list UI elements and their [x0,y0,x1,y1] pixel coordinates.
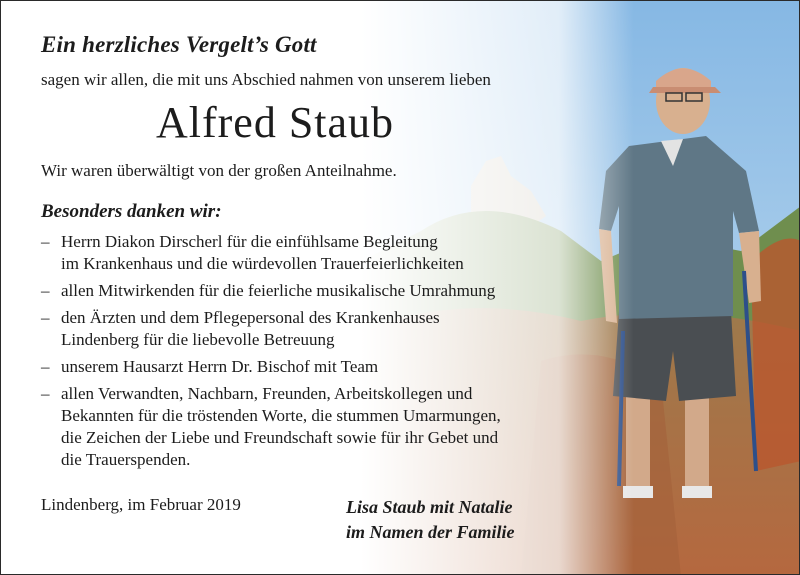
thanks-line: die Zeichen der Liebe und Freundschaft sowie für ihr Gebet und [61,428,499,447]
deceased-name: Alfred Staub [156,98,395,147]
heading-thanks-god: Ein herzliches Vergelt’s Gott [41,32,317,57]
signature [346,495,515,545]
thanks-item [41,280,601,302]
thanks-line: Bekannten für die tröstenden Worte, die stummen Umarmungen, [61,406,501,425]
thanks-line: allen Mitwirkenden für die feierliche musikalische Umrahmung [61,281,496,300]
thanks-heading: Besonders danken wir: [41,201,222,222]
thanks-list [41,231,601,476]
place-date: Lindenberg, im Februar 2019 [41,495,241,514]
thanks-line: im Krankenhaus und die würdevollen Trauerfeierlichkeiten [61,254,464,273]
bullet-dash: – [41,281,50,300]
thanks-item [41,383,601,471]
text-layer [1,1,800,575]
bullet-dash: – [41,384,50,403]
thanks-line: Lindenberg für die liebevolle Betreuung [61,330,335,349]
thanks-item [41,356,601,378]
bullet-dash: – [41,308,50,327]
thanks-line: den Ärzten und dem Pflegepersonal des Krankenhauses [61,308,440,327]
bullet-dash: – [41,232,50,251]
thanks-line: Herrn Diakon Dirscherl für die einfühlsame Begleitung [61,232,438,251]
thanks-line: allen Verwandten, Nachbarn, Freunden, Arbeitskollegen und [61,384,473,403]
thanks-line: die Trauerspenden. [61,450,191,469]
overwhelmed-line: Wir waren überwältigt von der großen Anteilnahme. [41,161,397,180]
signature-line: Lisa Staub mit Natalie [346,497,513,517]
intro-line: sagen wir allen, die mit uns Abschied nahmen von unserem lieben [41,70,491,89]
thanks-item [41,307,601,351]
signature-line: im Namen der Familie [346,522,515,542]
bullet-dash: – [41,357,50,376]
thanks-item [41,231,601,275]
thanks-line: unserem Hausarzt Herrn Dr. Bischof mit Team [61,357,379,376]
